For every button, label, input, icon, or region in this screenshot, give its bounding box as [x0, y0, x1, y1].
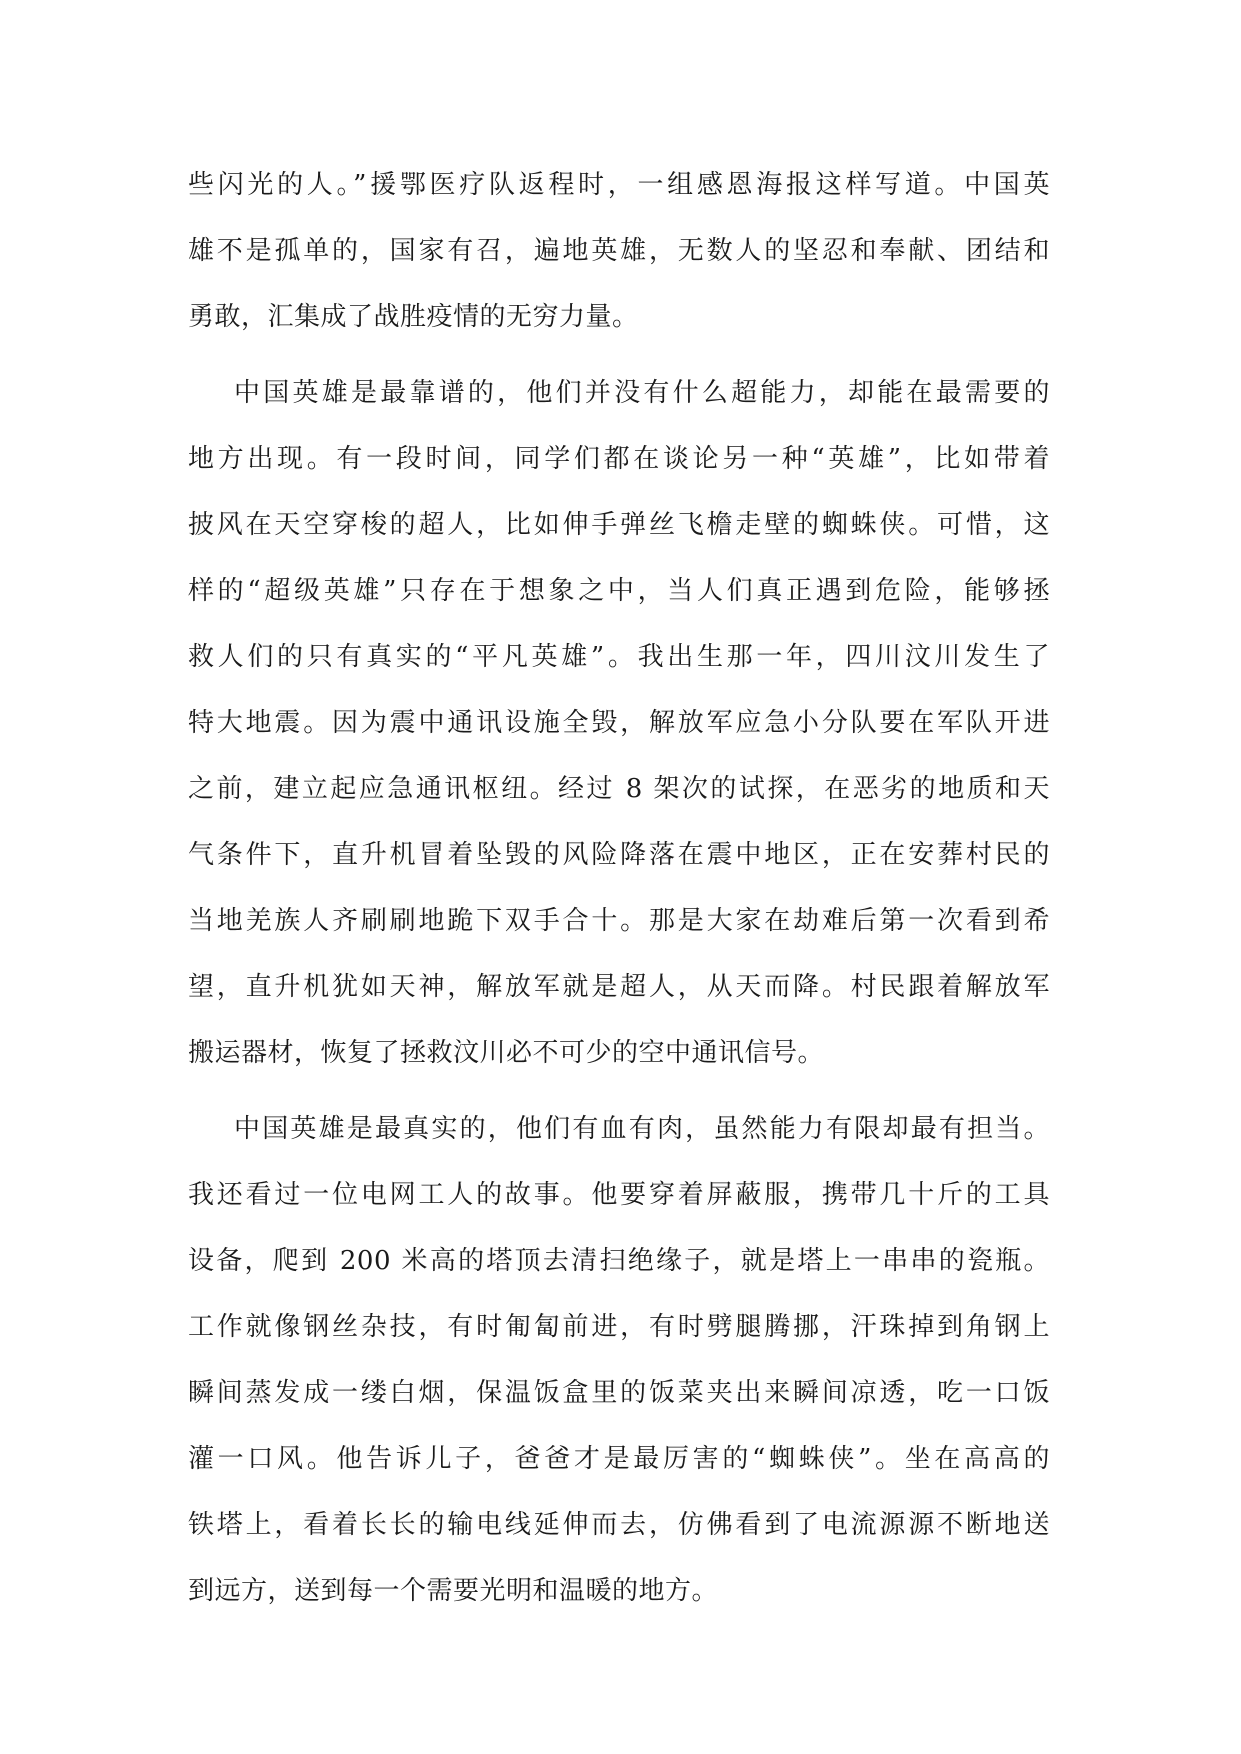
- text-line: 中国英雄是最靠谱的，他们并没有什么超能力，却能在最需要的: [234, 378, 1050, 408]
- text-line: 设备，爬到 200 米高的塔顶去清扫绝缘子，就是塔上一串串的瓷瓶。: [188, 1246, 1050, 1276]
- text-line: 灌一口风。他告诉儿子，爸爸才是最厉害的“蜘蛛侠”。坐在高高的: [188, 1444, 1050, 1474]
- text-line: 雄不是孤单的，国家有召，遍地英雄，无数人的坚忍和奉献、团结和: [188, 236, 1050, 266]
- text-line: 铁塔上，看着长长的输电线延伸而去，仿佛看到了电流源源不断地送: [188, 1510, 1050, 1540]
- text-line: 到远方，送到每一个需要光明和温暖的地方。: [188, 1576, 719, 1606]
- text-line: 工作就像钢丝杂技，有时匍匐前进，有时劈腿腾挪，汗珠掉到角钢上: [188, 1312, 1050, 1342]
- document-body: [188, 152, 1050, 1634]
- text-line: 地方出现。有一段时间，同学们都在谈论另一种“英雄”，比如带着: [188, 444, 1050, 474]
- text-line: 我还看过一位电网工人的故事。他要穿着屏蔽服，携带几十斤的工具: [188, 1180, 1050, 1210]
- text-line: 勇敢，汇集成了战胜疫情的无穷力量。: [188, 302, 639, 332]
- text-line: 些闪光的人。”援鄂医疗队返程时，一组感恩海报这样写道。中国英: [188, 170, 1050, 200]
- paragraph-2: [188, 360, 1050, 1086]
- text-line: 救人们的只有真实的“平凡英雄”。我出生那一年，四川汶川发生了: [188, 642, 1050, 672]
- text-line: 搬运器材，恢复了拯救汶川必不可少的空中通讯信号。: [188, 1038, 825, 1068]
- text-line: 当地羌族人齐刷刷地跪下双手合十。那是大家在劫难后第一次看到希: [188, 906, 1050, 936]
- paragraph-3: [188, 1096, 1050, 1624]
- text-line: 气条件下，直升机冒着坠毁的风险降落在震中地区，正在安葬村民的: [188, 840, 1050, 870]
- text-line: 望，直升机犹如天神，解放军就是超人，从天而降。村民跟着解放军: [188, 972, 1050, 1002]
- text-line: 披风在天空穿梭的超人，比如伸手弹丝飞檐走壁的蜘蛛侠。可惜，这: [188, 510, 1050, 540]
- text-line: 中国英雄是最真实的，他们有血有肉，虽然能力有限却最有担当。: [234, 1114, 1050, 1144]
- paragraph-1: [188, 152, 1050, 350]
- text-line: 样的“超级英雄”只存在于想象之中，当人们真正遇到危险，能够拯: [188, 576, 1050, 606]
- text-line: 之前，建立起应急通讯枢纽。经过 8 架次的试探，在恶劣的地质和天: [188, 774, 1050, 804]
- text-line: 特大地震。因为震中通讯设施全毁，解放军应急小分队要在军队开进: [188, 708, 1050, 738]
- text-line: 瞬间蒸发成一缕白烟，保温饭盒里的饭菜夹出来瞬间凉透，吃一口饭: [188, 1378, 1050, 1408]
